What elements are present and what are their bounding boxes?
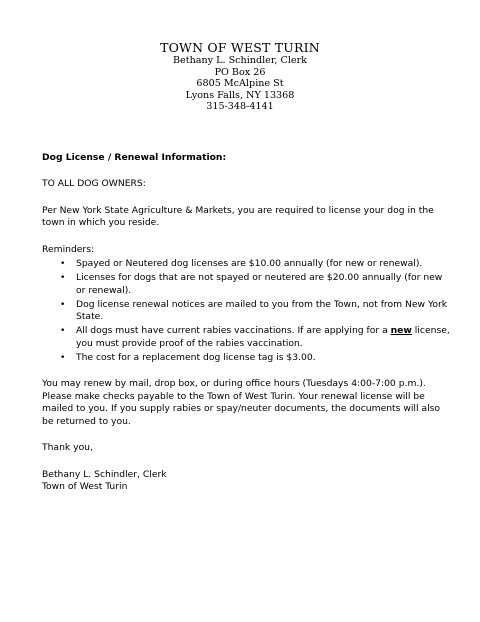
new-emphasis: new (390, 325, 412, 337)
phone-number: 315-348-4141 (206, 101, 274, 113)
bullet-icon: • (60, 273, 66, 284)
bullet-icon: • (60, 353, 66, 364)
list-item-text: The cost for a replacement dog license tag is $3.00. (76, 352, 316, 364)
bullet-icon: • (60, 299, 66, 310)
list-item-text: Dog license renewal notices are mailed to you from the Town, not from New York State. (76, 298, 448, 323)
signature-name: Bethany L. Schindler, Clerk (42, 468, 167, 480)
bullet-icon: • (60, 326, 66, 337)
town-name: TOWN OF WEST TURIN (160, 40, 320, 55)
list-item (60, 272, 452, 297)
letter-body (42, 152, 452, 493)
intro-paragraph: Per New York State Agriculture & Markets, you are required to license your dog in the town in which you reside. (42, 204, 434, 229)
list-item (60, 298, 452, 324)
clerk-name: Bethany L. Schindler, Clerk (173, 55, 307, 66)
signature-org: Town of West Turin (42, 480, 128, 492)
renewal-paragraph: You may renew by mail, drop box, or during office hours (Tuesdays 4:00-7:00 p.m.). Please make checks payable to the Town of West Turin. Your renewal license will be mailed to you. If you supply rabies or spay/neuter documents, the documents will also be returned to you. (42, 378, 441, 427)
street-address: 6805 McAlpine St (196, 78, 284, 90)
list-item (60, 352, 452, 364)
bullet-icon: • (60, 259, 66, 270)
list-item-text: Spayed or Neutered dog licenses are $10.00 annually (for new or renewal). (76, 258, 423, 270)
po-box: PO Box 26 (214, 66, 266, 78)
reminders-list (42, 258, 452, 364)
letter-heading: Dog License / Renewal Information: (42, 152, 227, 163)
closing: Thank you, (42, 442, 93, 454)
list-item (60, 325, 452, 350)
list-item-text: Licenses for dogs that are not spayed or neutered are $20.00 annually (for new or renewal). (76, 272, 443, 296)
letterhead (0, 40, 480, 113)
reminders-label: Reminders: (42, 243, 95, 255)
list-item (60, 258, 452, 270)
city-state-zip: Lyons Falls, NY 13368 (185, 89, 295, 101)
vaccine-text-after: license, you must provide proof of the rabies vaccination. (76, 325, 450, 349)
salutation: TO ALL DOG OWNERS: (42, 178, 146, 190)
vaccine-text-before: All dogs must have current rabies vaccinations. If are applying for a (76, 325, 391, 337)
